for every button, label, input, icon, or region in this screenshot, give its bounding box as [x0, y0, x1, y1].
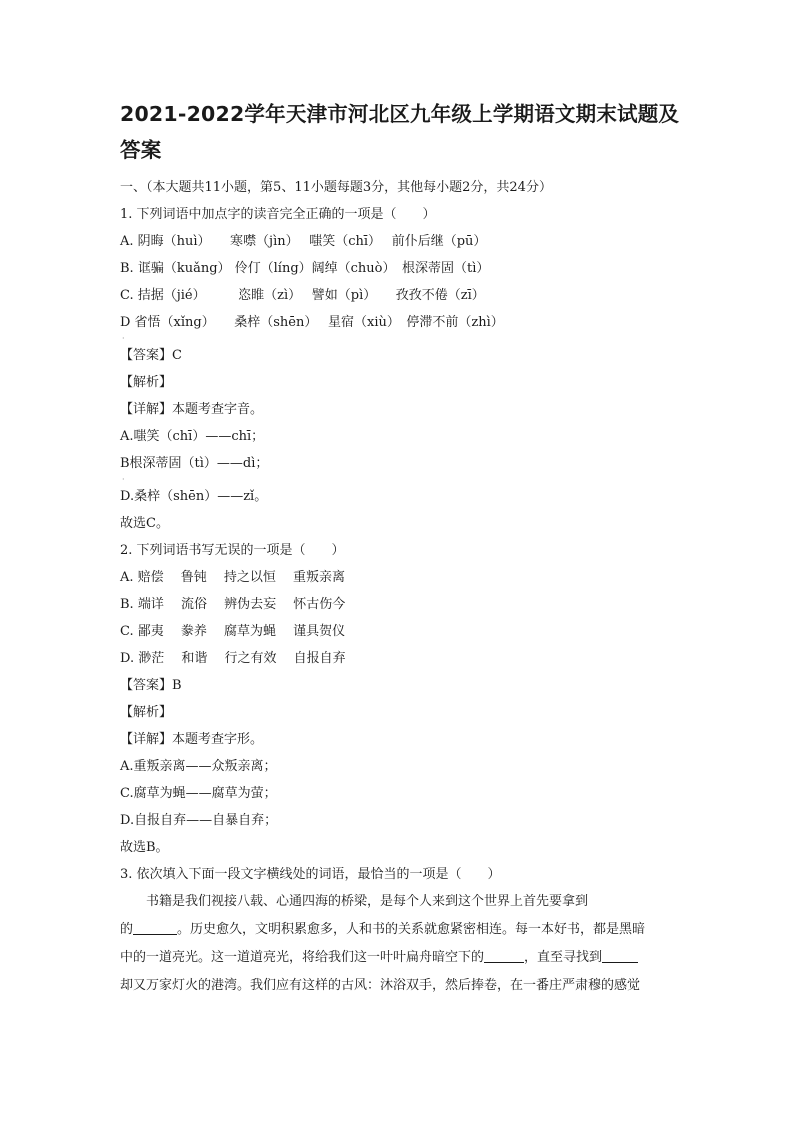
q3-passage-line-2	[120, 916, 680, 944]
q1-answer: 【答案】C	[120, 348, 182, 363]
q2-explain-1: A.重叛亲离——众叛亲离；	[120, 759, 277, 774]
section-heading: 一、（本大题共11小题，第5、11小题每题3分，其他每小题2分，共24分）	[120, 180, 552, 195]
document-page	[120, 96, 680, 1000]
q2-stem: 2. 下列词语书写无误的一项是（ ）	[120, 543, 345, 558]
q1-explain-2: B根深蒂固（tì）——dì；	[120, 456, 269, 471]
q3-passage-line-1: 书籍是我们视接八载、心通四海的桥梁，是每个人来到这个世界上首先要拿到	[146, 894, 589, 909]
q1-option-b: B. 诓骗（kuǎng） 伶仃（líng）阔绰（chuò） 根深蒂固（tì）	[120, 261, 490, 276]
q2-detail: 【详解】本题考查字形。	[120, 732, 264, 747]
q2-explain-2: C.腐草为蝇——腐草为萤；	[120, 786, 277, 801]
q2-explain-3: D.自报自弃——自暴自弃；	[120, 813, 278, 828]
q3-text: ，直至寻找到	[524, 950, 603, 965]
q1-option-c: C. 拮据（jié） 恣睢（zì） 譬如（pì） 孜孜不倦（zī）	[120, 288, 485, 303]
q3-text: 的	[120, 922, 134, 937]
q2-analysis-label: 【解析】	[120, 705, 173, 720]
q3-stem: 3. 依次填入下面一段文字横线处的词语，最恰当的一项是（ ）	[120, 867, 501, 882]
q1-explain-1: A.嗤笑（chī）——chī；	[120, 429, 265, 444]
q2-answer: 【答案】B	[120, 678, 182, 693]
title-line-1: 2021-2022学年天津市河北区九年级上学期语文期末试题及	[120, 102, 680, 126]
q1-stem: 1. 下列词语中加点字的读音完全正确的一项是（ ）	[120, 207, 436, 222]
q1-choose: 故选C。	[120, 516, 169, 531]
q3-passage-line-3	[120, 944, 680, 972]
scan-mark: ·	[122, 475, 125, 484]
q2-choose: 故选B。	[120, 840, 169, 855]
q2-option-a: A. 赔偿 鲁钝 持之以恒 重叛亲离	[120, 570, 346, 585]
scan-mark: ·	[122, 334, 125, 343]
q2-option-d: D. 渺茫 和谐 行之有效 自报自弃	[120, 651, 346, 666]
fill-blank-2	[484, 948, 524, 963]
q1-analysis-label: 【解析】	[120, 375, 173, 390]
title-line-2: 答案	[120, 138, 162, 162]
q1-explain-3: D.桑梓（shēn）——zǐ。	[120, 489, 268, 504]
q2-option-b: B. 端详 流俗 辨伪去妄 怀古伤今	[120, 597, 346, 612]
q3-text: 中的一道亮光。这一道道亮光，将给我们这一叶叶扁舟暗空下的	[120, 950, 485, 965]
q3-passage-line-4: 却又万家灯火的港湾。我们应有这样的古风：沐浴双手，然后捧卷，在一番庄严肃穆的感觉	[120, 978, 641, 993]
fill-blank-1	[133, 920, 177, 935]
q1-option-a: A. 阴晦（huì） 寒噤（jìn） 嗤笑（chī） 前仆后继（pū）	[120, 234, 487, 249]
q1-option-d: D 省悟（xǐng） 桑梓（shēn） 星宿（xiù） 停滞不前（zhì）	[120, 315, 504, 330]
document-title	[120, 96, 680, 168]
q2-option-c: C. 鄙夷 豢养 腐草为蝇 谨具贺仪	[120, 624, 346, 639]
q3-text: 。历史愈久，文明积累愈多，人和书的关系就愈紧密相连。每一本好书，都是黑暗	[177, 922, 646, 937]
q1-detail: 【详解】本题考查字音。	[120, 402, 264, 417]
fill-blank-3	[602, 948, 638, 963]
